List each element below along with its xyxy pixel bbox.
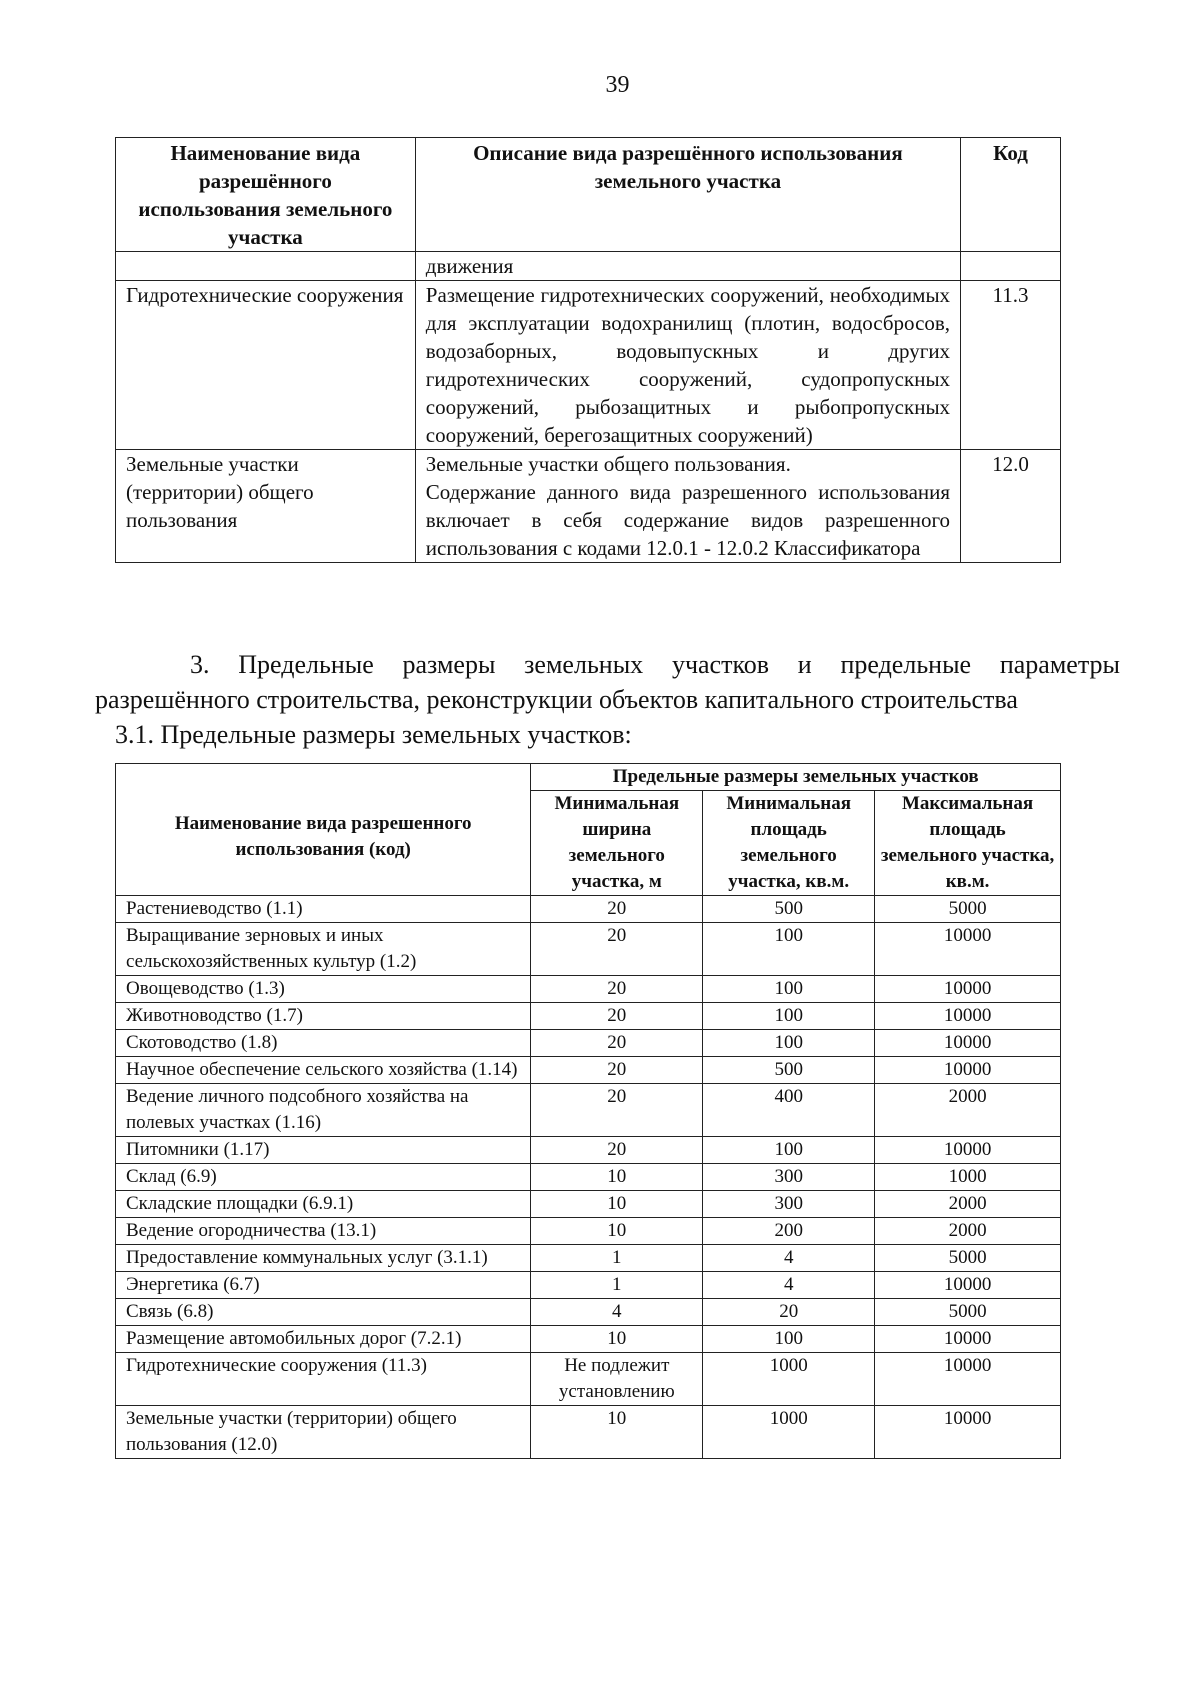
row-code: 12.0 [961, 450, 1061, 563]
row-min-width: 20 [531, 1084, 703, 1137]
row-max-area: 2000 [875, 1191, 1061, 1218]
row-name: Размещение автомобильных дорог (7.2.1) [116, 1326, 531, 1353]
row-name: Складские площадки (6.9.1) [116, 1191, 531, 1218]
land-size-table [115, 763, 1061, 1459]
row-min-area: 100 [703, 1003, 875, 1030]
row-max-area: 10000 [875, 1003, 1061, 1030]
row-name: Скотоводство (1.8) [116, 1030, 531, 1057]
row-name: Гидротехнические сооружения (11.3) [116, 1353, 531, 1406]
row-name: Выращивание зерновых и иных сельскохозяйственных культур (1.2) [116, 923, 531, 976]
header-min-width: Минимальная ширина земельного участка, м [531, 791, 703, 896]
row-max-area: 10000 [875, 1272, 1061, 1299]
row-min-area: 1000 [703, 1406, 875, 1459]
row-description: Размещение гидротехнических сооружений, необходимых для эксплуатации водохранилищ (плотин, водосбросов, водозаборных, водовыпускных и других гидротехнических сооружений, судопропускных сооружений, рыбозащитных и рыбопропускных сооружений, берегозащитных сооружений) [415, 281, 960, 450]
row-max-area: 5000 [875, 896, 1061, 923]
row-min-area: 300 [703, 1191, 875, 1218]
row-min-width: 20 [531, 923, 703, 976]
row-max-area: 10000 [875, 976, 1061, 1003]
row-max-area: 10000 [875, 1137, 1061, 1164]
row-min-area: 4 [703, 1272, 875, 1299]
table-row [116, 450, 1061, 563]
table-row [116, 281, 1061, 450]
header-name: Наименование вида разрешенного использования (код) [116, 764, 531, 896]
table-row [116, 1406, 1061, 1459]
row-min-area: 20 [703, 1299, 875, 1326]
row-code: 11.3 [961, 281, 1061, 450]
row-description: Земельные участки общего пользования. [425, 452, 791, 476]
row-min-width: 20 [531, 1057, 703, 1084]
table-row [116, 1326, 1061, 1353]
row-max-area: 2000 [875, 1084, 1061, 1137]
table-row [116, 1057, 1061, 1084]
row-name: Животноводство (1.7) [116, 1003, 531, 1030]
table-row [116, 1030, 1061, 1057]
row-min-area: 4 [703, 1245, 875, 1272]
row-max-area: 1000 [875, 1164, 1061, 1191]
row-name: Земельные участки (территории) общего пользования (12.0) [116, 1406, 531, 1459]
row-min-width: 1 [531, 1245, 703, 1272]
row-name: Земельные участки (территории) общего пользования [116, 450, 416, 563]
row-min-area: 200 [703, 1218, 875, 1245]
row-name: Склад (6.9) [116, 1164, 531, 1191]
row-name: Энергетика (6.7) [116, 1272, 531, 1299]
row-min-width: 20 [531, 1030, 703, 1057]
row-name: Ведение личного подсобного хозяйства на полевых участках (1.16) [116, 1084, 531, 1137]
row-description: движения [415, 252, 960, 281]
table-row [116, 1218, 1061, 1245]
header-description: Описание вида разрешённого использования земельного участка [415, 138, 960, 252]
table-row [116, 1003, 1061, 1030]
row-min-width: 10 [531, 1326, 703, 1353]
row-max-area: 10000 [875, 923, 1061, 976]
row-name: Ведение огородничества (13.1) [116, 1218, 531, 1245]
row-min-width: Не подлежит установлению [531, 1353, 703, 1406]
row-min-width: 20 [531, 976, 703, 1003]
row-name: Овощеводство (1.3) [116, 976, 531, 1003]
row-min-area: 300 [703, 1164, 875, 1191]
row-min-area: 100 [703, 1030, 875, 1057]
row-max-area: 10000 [875, 1057, 1061, 1084]
row-min-width: 4 [531, 1299, 703, 1326]
row-min-area: 100 [703, 923, 875, 976]
row-max-area: 10000 [875, 1353, 1061, 1406]
row-max-area: 5000 [875, 1245, 1061, 1272]
row-min-area: 400 [703, 1084, 875, 1137]
header-code: Код [961, 138, 1061, 252]
row-min-area: 500 [703, 896, 875, 923]
row-description-cell [415, 450, 960, 563]
row-min-area: 500 [703, 1057, 875, 1084]
row-min-width: 20 [531, 896, 703, 923]
row-min-width: 10 [531, 1406, 703, 1459]
row-min-area: 100 [703, 1326, 875, 1353]
header-group: Предельные размеры земельных участков [531, 764, 1061, 791]
table-row [116, 923, 1061, 976]
row-name: Питомники (1.17) [116, 1137, 531, 1164]
row-code [961, 252, 1061, 281]
section-3-heading: 3. Предельные размеры земельных участков и предельные параметры разрешённого строительства, реконструкции объектов капитального строительства [95, 650, 1120, 714]
row-min-width: 20 [531, 1003, 703, 1030]
row-max-area: 2000 [875, 1218, 1061, 1245]
row-min-width: 10 [531, 1218, 703, 1245]
table-row [116, 252, 1061, 281]
table-row [116, 1191, 1061, 1218]
row-min-area: 100 [703, 976, 875, 1003]
row-name: Растениеводство (1.1) [116, 896, 531, 923]
land-use-table [115, 137, 1061, 563]
row-max-area: 10000 [875, 1406, 1061, 1459]
header-max-area: Максимальная площадь земельного участка, кв.м. [875, 791, 1061, 896]
row-name: Гидротехнические сооружения [116, 281, 416, 450]
header-min-area: Минимальная площадь земельного участка, кв.м. [703, 791, 875, 896]
row-min-area: 100 [703, 1137, 875, 1164]
row-min-width: 10 [531, 1191, 703, 1218]
table-row [116, 1245, 1061, 1272]
table-row [116, 1272, 1061, 1299]
row-name [116, 252, 416, 281]
row-name: Связь (6.8) [116, 1299, 531, 1326]
table-row [116, 1084, 1061, 1137]
section-3-1-heading: 3.1. Предельные размеры земельных участков: [115, 720, 632, 749]
row-min-width: 20 [531, 1137, 703, 1164]
table-row [116, 896, 1061, 923]
table-row [116, 976, 1061, 1003]
row-min-width: 1 [531, 1272, 703, 1299]
row-max-area: 5000 [875, 1299, 1061, 1326]
row-description-continued: Содержание данного вида разрешенного использования включает в себя содержание видов разрешенного использования с кодами 12.0.1 - 12.0.2 Классификатора [425, 480, 951, 560]
row-max-area: 10000 [875, 1326, 1061, 1353]
section-text [95, 647, 1120, 752]
table-row [116, 1299, 1061, 1326]
header-name: Наименование вида разрешённого использования земельного участка [116, 138, 416, 252]
table-header-row [116, 764, 1061, 791]
row-min-width: 10 [531, 1164, 703, 1191]
row-name: Предоставление коммунальных услуг (3.1.1) [116, 1245, 531, 1272]
table-row [116, 1164, 1061, 1191]
table-row [116, 1137, 1061, 1164]
table-header-row [116, 138, 1061, 252]
table-row [116, 1353, 1061, 1406]
page-number: 39 [605, 72, 630, 98]
row-min-area: 1000 [703, 1353, 875, 1406]
row-name: Научное обеспечение сельского хозяйства (1.14) [116, 1057, 531, 1084]
row-max-area: 10000 [875, 1030, 1061, 1057]
